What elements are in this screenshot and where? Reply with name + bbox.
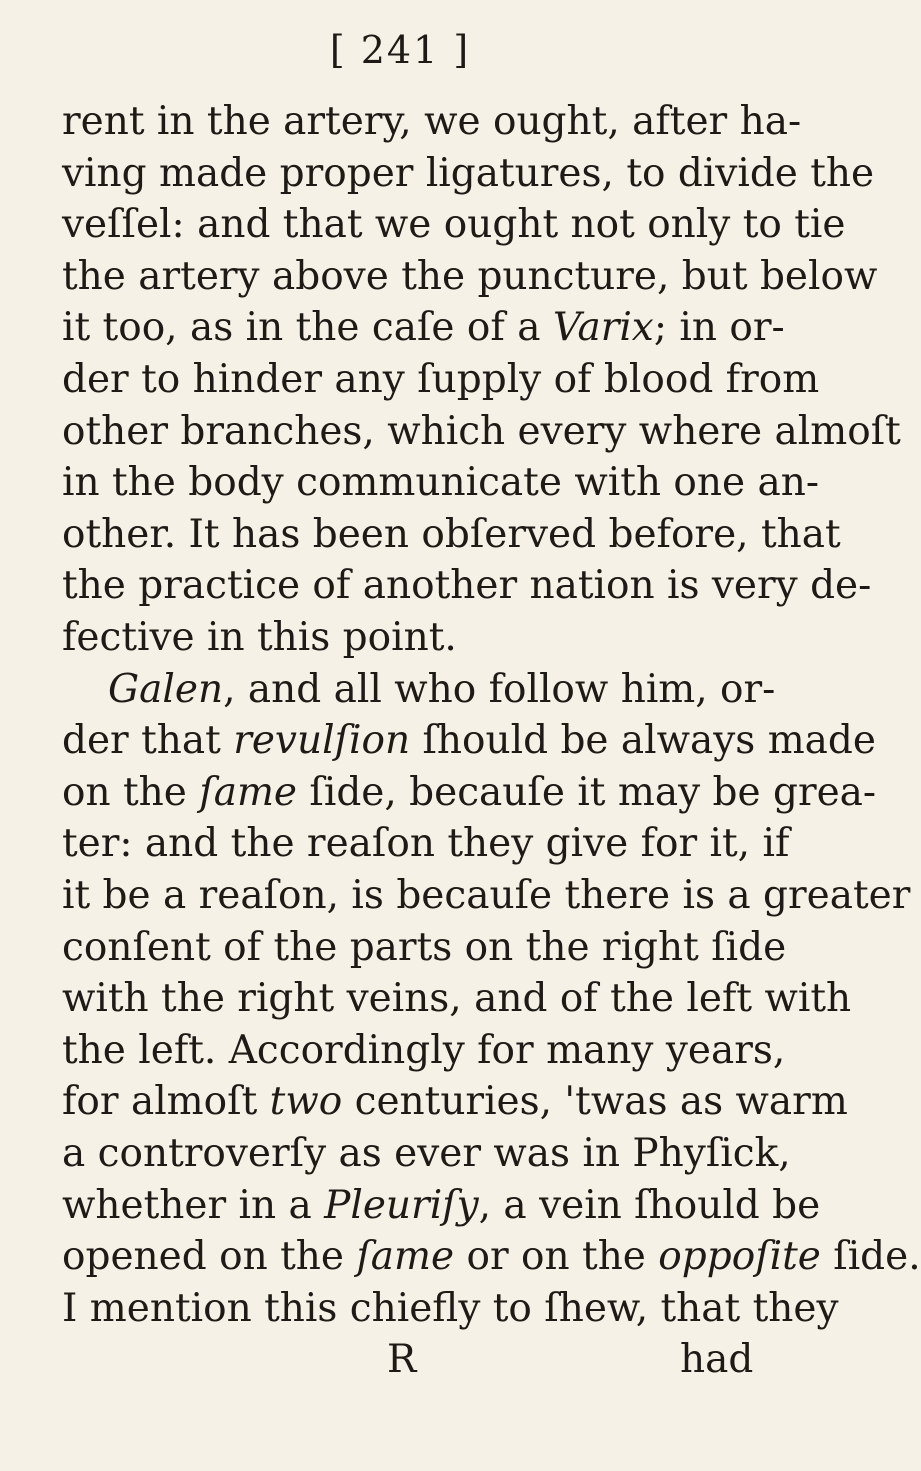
- text-run: whether in a: [62, 1182, 325, 1228]
- signature-mark: R: [387, 1337, 417, 1383]
- text-run: opened on the: [62, 1234, 357, 1280]
- text-run: in the body communicate with one an-: [62, 460, 819, 506]
- text-run: rent in the artery, we ought, after ha-: [62, 99, 802, 144]
- text-run: ſhould be always made: [410, 718, 876, 764]
- italic-word: ſame: [199, 769, 298, 815]
- text-run: it too, as in the caſe of a: [62, 305, 553, 351]
- text-run: it be a reaſon, is becauſe there is a greater: [62, 873, 911, 918]
- text-run: the left. Accordingly for many years,: [62, 1027, 786, 1073]
- text-run: , a vein ſhould be: [478, 1182, 821, 1228]
- italic-word: Varix: [552, 305, 654, 351]
- text-run: veſſel: and that we ought not only to tie: [62, 202, 846, 248]
- catchword: had: [680, 1337, 754, 1383]
- text-run: ſide.: [820, 1234, 921, 1280]
- italic-word: two: [269, 1079, 343, 1125]
- text-run: ving made proper ligatures, to divide the: [62, 150, 875, 196]
- text-run: on the: [62, 769, 200, 815]
- italic-word: Galen: [108, 666, 224, 712]
- italic-word: ſame: [356, 1234, 455, 1280]
- text-run: other branches, which every where almoſt: [62, 408, 901, 454]
- text-run: the artery above the puncture, but below: [62, 253, 878, 299]
- text-run: der to hinder any ſupply of blood from: [62, 357, 820, 402]
- text-run: ; in or-: [653, 305, 785, 351]
- text-run: , and all who follow him, or-: [223, 666, 776, 712]
- italic-word: Pleuriſy: [324, 1182, 479, 1228]
- text-run: the practice of another nation is very de-: [62, 563, 872, 609]
- text-run: centuries, 'twas as warm: [342, 1079, 848, 1125]
- italic-word: oppoſite: [658, 1234, 821, 1280]
- text-run: fective in this point.: [62, 615, 457, 660]
- text-run: with the right veins, and of the left with: [62, 976, 852, 1022]
- text-run: a controverſy as ever was in Phyſick,: [62, 1131, 791, 1176]
- italic-word: revulſion: [233, 718, 411, 764]
- text-run: other. It has been obſerved before, that: [62, 511, 841, 557]
- text-run: for almoſt: [62, 1079, 270, 1125]
- text-run: conſent of the parts on the right ſide: [62, 924, 787, 970]
- text-run: ſide, becauſe it may be grea-: [297, 769, 877, 815]
- text-run: ter: and the reaſon they give for it, if: [62, 821, 790, 867]
- text-run: or on the: [454, 1234, 659, 1280]
- text-run: I mention this chiefly to ſhew, that they: [62, 1285, 839, 1331]
- page-number: [ 241 ]: [329, 28, 471, 72]
- text-run: der that: [62, 718, 234, 764]
